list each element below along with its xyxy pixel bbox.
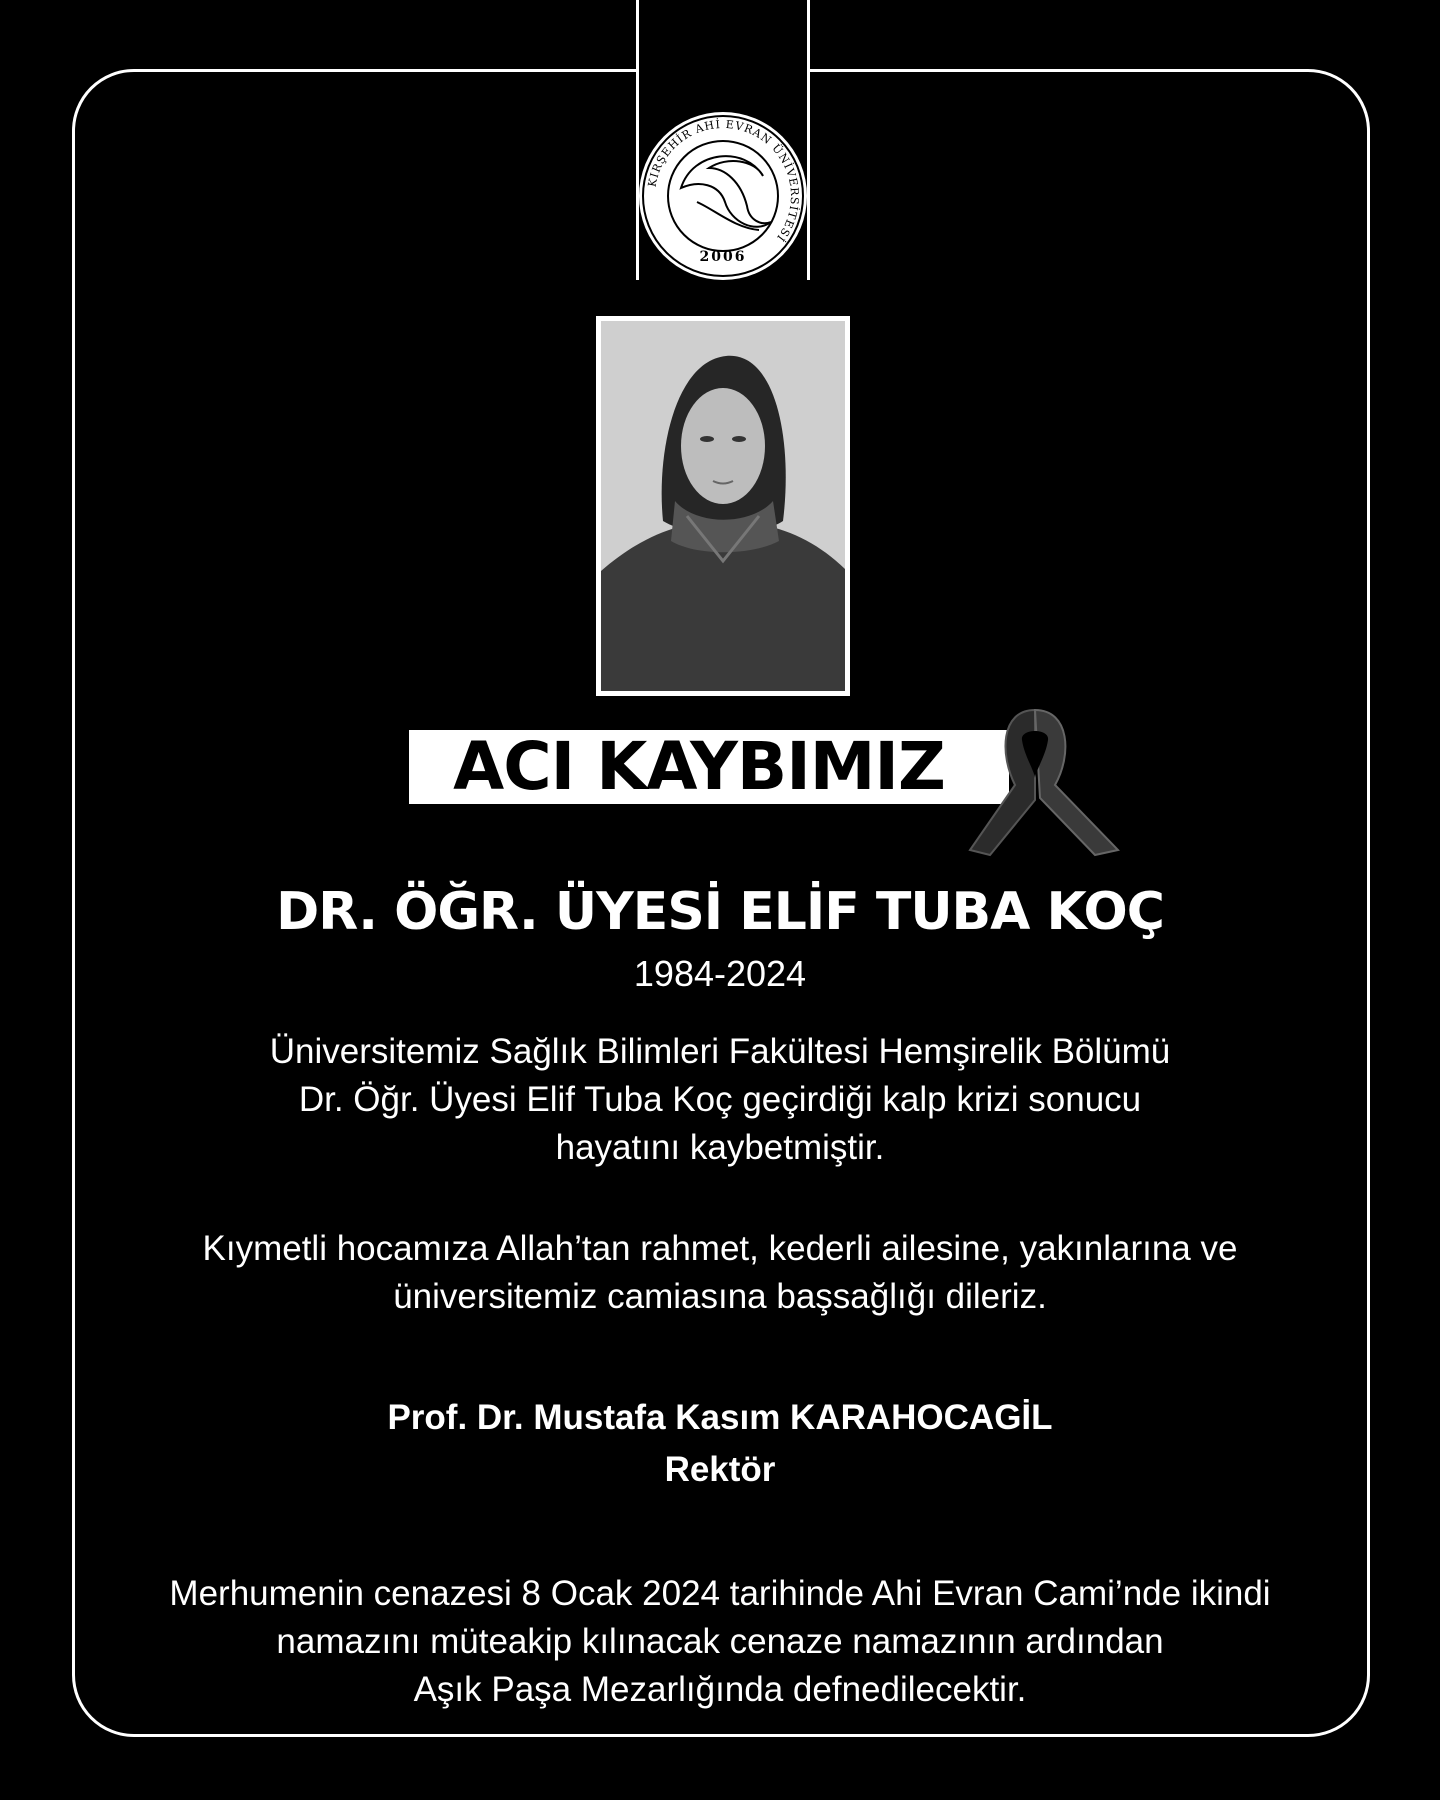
signer-title: Rektör — [664, 1450, 776, 1489]
message-line: üniversitemiz camiasına başsağlığı dileriz. — [393, 1277, 1047, 1316]
seal-year: 2006 — [699, 249, 747, 265]
signer-block — [0, 1392, 1440, 1496]
portrait-photo — [596, 316, 850, 696]
message-line: Kıymetli hocamıza Allah’tan rahmet, kederli ailesine, yakınlarına ve — [202, 1229, 1238, 1268]
seal-name: KIRŞEHİR AHİ EVRAN ÜNİVERSİTESİ — [645, 117, 802, 245]
funeral-line: Aşık Paşa Mezarlığında defnedilecektir. — [413, 1670, 1027, 1709]
signer-name: Prof. Dr. Mustafa Kasım KARAHOCAGİL — [387, 1398, 1053, 1437]
message-line: Dr. Öğr. Üyesi Elif Tuba Koç geçirdiği kalp krizi sonucu — [298, 1080, 1142, 1119]
mourning-ribbon-icon — [960, 700, 1130, 860]
condolence-message-1 — [100, 1028, 1340, 1172]
deceased-years: 1984-2024 — [633, 953, 807, 994]
university-seal-logo — [637, 110, 809, 282]
deceased-name: DR. ÖĞR. ÜYESİ ELİF TUBA KOÇ — [276, 882, 1164, 942]
message-line: Üniversitemiz Sağlık Bilimleri Fakültesi Hemşirelik Bölümü — [269, 1032, 1171, 1071]
funeral-info — [100, 1570, 1340, 1714]
condolence-message-2 — [100, 1225, 1340, 1321]
funeral-line: namazını müteakip kılınacak cenaze namazının ardından — [276, 1622, 1164, 1661]
message-line: hayatını kaybetmiştir. — [555, 1128, 885, 1167]
funeral-line: Merhumenin cenazesi 8 Ocak 2024 tarihinde Ahi Evran Cami’nde ikindi — [169, 1574, 1271, 1613]
title-text: ACI KAYBIMIZ — [453, 728, 945, 805]
